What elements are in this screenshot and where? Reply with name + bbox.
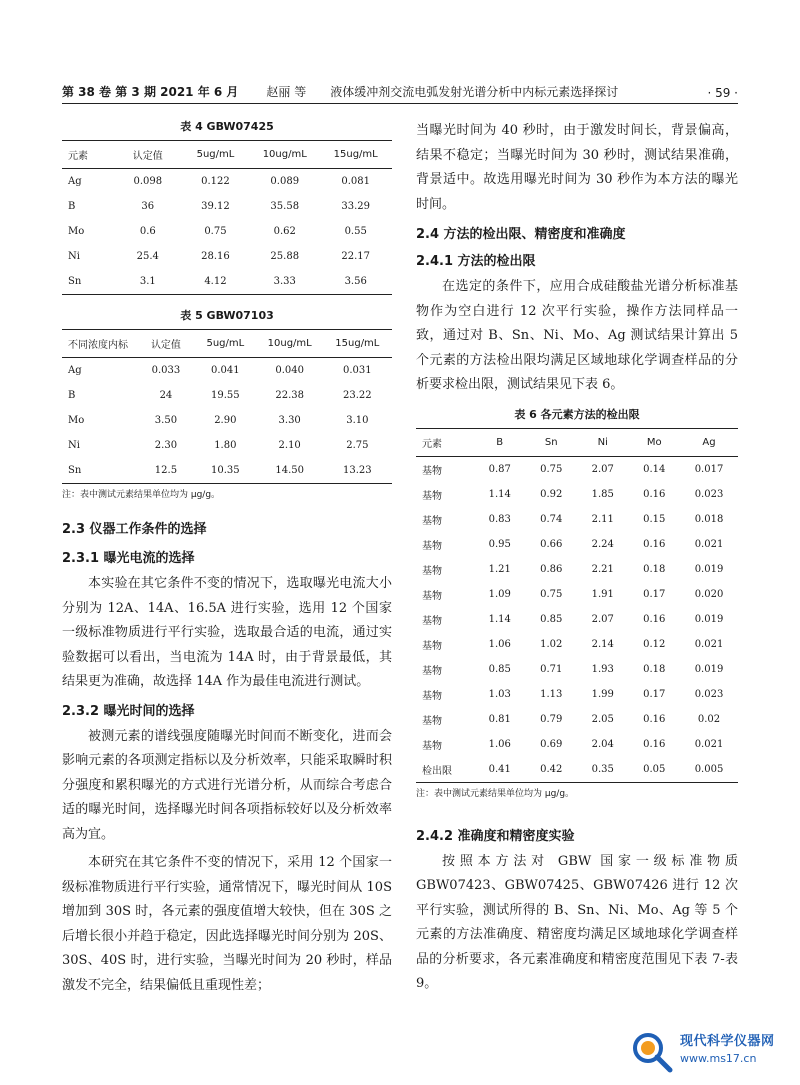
table4-header-cell: 元素 xyxy=(62,141,115,169)
table-cell: 基物 xyxy=(422,690,442,702)
table6-header-cell: Ag xyxy=(680,428,738,456)
running-header xyxy=(62,82,738,104)
table-cell: Ni xyxy=(68,251,80,262)
table-cell: 0.16 xyxy=(643,738,666,750)
table4-header-cell: 5ug/mL xyxy=(181,141,250,169)
table6-header-cell: Ni xyxy=(577,428,629,456)
watermark-logo xyxy=(628,1028,788,1076)
paragraph-exposure-time-2: 本研究在其它条件不变的情况下，采用 12 个国家一级标准物质进行平行实验，通常情况下，曝光时间从 10S 增加到 30S 时，各元素的强度值增大较快，但在 30S 之后增长很小并趋于稳定，因此选择曝光时间分别为 20S、30S、40S 时，进行实验，当曝光时间为 20 秒时，样品激发不完全，结果偏低且重现性差； xyxy=(62,855,392,993)
table-cell: 0.019 xyxy=(694,563,724,575)
section-2-3-1-heading: 2.3.1 曝光电流的选择 xyxy=(62,551,195,566)
table-cell: 0.14 xyxy=(643,463,666,475)
table-cell: 基物 xyxy=(422,515,442,527)
table-cell: 0.85 xyxy=(540,613,563,625)
table4-header-cell: 15ug/mL xyxy=(319,141,392,169)
table-row xyxy=(416,682,738,707)
table-cell: Ag xyxy=(68,176,82,187)
table-cell: 0.75 xyxy=(540,463,563,475)
table-cell: 0.17 xyxy=(643,688,666,700)
table-row xyxy=(62,433,392,458)
section-2-3-heading: 2.3 仪器工作条件的选择 xyxy=(62,522,207,537)
table-cell: 2.07 xyxy=(591,613,614,625)
paragraph-accuracy-precision: 按照本方法对 GBW 国家一级标准物质 GBW07423、GBW07425、GBW07426 进行 12 次平行实验，测试所得的 B、Sn、Ni、Mo、Ag 等 5 个元素的方法准确度、精密度均满足区域地球化学调查样品的分析要求，各元素准确度和精密度范围见下表 7-表 9。 xyxy=(416,853,738,991)
table-cell: 0.15 xyxy=(643,513,666,525)
table-cell: 0.6 xyxy=(139,226,156,237)
table-row xyxy=(62,169,392,195)
table-cell: 0.75 xyxy=(204,226,227,237)
table-cell: 1.02 xyxy=(540,638,563,650)
table5-header-cell: 10ug/mL xyxy=(257,330,323,358)
table-cell: 0.42 xyxy=(525,757,577,783)
table-cell: 0.81 xyxy=(488,713,511,725)
table-cell: 0.089 xyxy=(270,176,300,187)
table-cell: Mo xyxy=(68,226,85,237)
table-row xyxy=(62,408,392,433)
table-row xyxy=(62,358,392,384)
table-cell: 0.71 xyxy=(540,663,563,675)
table-cell: 基物 xyxy=(422,540,442,552)
section-2-4-2-heading: 2.4.2 准确度和精密度实验 xyxy=(416,828,575,844)
table-cell: 25.4 xyxy=(136,251,159,262)
table-cell: 0.019 xyxy=(694,663,724,675)
table-row xyxy=(416,507,738,532)
table-cell: 22.38 xyxy=(275,390,304,401)
table-cell: Mo xyxy=(68,415,85,426)
table-cell: 0.021 xyxy=(694,638,724,650)
table-cell: 13.23 xyxy=(323,458,392,484)
table-cell: 基物 xyxy=(422,665,442,677)
table-cell: 基物 xyxy=(422,715,442,727)
table-cell: 0.16 xyxy=(643,488,666,500)
table5-note: 注：表中测试元素结果单位均为 μg/g。 xyxy=(62,490,221,500)
table-cell: 0.023 xyxy=(694,488,724,500)
table-cell: 0.033 xyxy=(151,365,181,376)
table-cell: 2.10 xyxy=(278,440,301,451)
table-cell: 1.06 xyxy=(488,738,511,750)
table-row xyxy=(62,269,392,295)
table-cell: 0.41 xyxy=(474,757,526,783)
table-row xyxy=(416,607,738,632)
table-cell: B xyxy=(68,390,76,401)
table6-header-cell: Sn xyxy=(525,428,577,456)
table-cell: 39.12 xyxy=(201,201,230,212)
table-cell: 2.11 xyxy=(591,513,614,525)
table-cell: 24 xyxy=(159,390,173,401)
table-cell: 3.50 xyxy=(154,415,178,426)
table-row xyxy=(62,219,392,244)
table-cell: 0.16 xyxy=(643,538,666,550)
table-cell: 0.018 xyxy=(694,513,724,525)
table-cell: 0.92 xyxy=(540,488,563,500)
table4-header-cell: 认定值 xyxy=(115,141,181,169)
table-cell: 0.023 xyxy=(694,688,724,700)
table-cell: 0.55 xyxy=(344,226,367,237)
table-cell: 检出限 xyxy=(416,757,474,783)
table-cell: 3.1 xyxy=(115,269,181,295)
table-cell: 0.16 xyxy=(643,713,666,725)
table-cell: 0.75 xyxy=(540,588,563,600)
table4-header-row xyxy=(62,141,392,169)
table-row xyxy=(416,482,738,507)
table-cell: 0.86 xyxy=(540,563,563,575)
section-2-3-2-heading: 2.3.2 曝光时间的选择 xyxy=(62,703,195,719)
table-cell: 2.24 xyxy=(591,538,614,550)
journal-issue: 第 38 卷 第 3 期 2021 年 6 月 xyxy=(62,85,239,99)
paragraph-detection-limit: 在选定的条件下，应用合成硅酸盐光谱分析标准基物作为空白进行 12 次平行实验，操作方法同样品一致，通过对 B、Sn、Ni、Mo、Ag 测试结果计算出 5 个元素的方法检出限均满足区域地球化学调查样品的分析要求检出限，测试结果见下表 6。 xyxy=(416,279,738,392)
table-cell: 2.75 xyxy=(346,440,369,451)
table-cell: 22.17 xyxy=(341,251,371,262)
table6-note: 注：表中测试元素结果单位均为 μg/g。 xyxy=(416,788,575,799)
table-cell: 0.66 xyxy=(540,538,563,550)
table-row xyxy=(62,194,392,219)
table-cell: 1.13 xyxy=(540,688,563,700)
table-row xyxy=(416,707,738,732)
table-cell: 0.021 xyxy=(694,738,724,750)
table-cell: 2.30 xyxy=(154,440,178,451)
table-cell: 4.12 xyxy=(181,269,250,295)
table-row xyxy=(416,532,738,557)
table-cell: Sn xyxy=(62,458,138,484)
table-cell: 35.58 xyxy=(270,201,300,212)
table6-header-cell: B xyxy=(474,428,526,456)
table-cell: 2.05 xyxy=(591,713,614,725)
table-cell: B xyxy=(68,201,76,212)
table-row xyxy=(416,632,738,657)
table6-header-cell: 元素 xyxy=(416,428,474,456)
section-2-4-1-heading: 2.4.1 方法的检出限 xyxy=(416,254,536,269)
table-cell: 0.35 xyxy=(577,757,629,783)
table-cell: 0.098 xyxy=(133,176,163,187)
table-cell: 2.21 xyxy=(591,563,614,575)
table4-header-cell: 10ug/mL xyxy=(250,141,319,169)
section-2-4-heading: 2.4 方法的检出限、精密度和准确度 xyxy=(416,227,626,242)
watermark-url: www.ms17.cn xyxy=(680,1052,757,1065)
page-number: · 59 · xyxy=(707,86,738,100)
table-cell: 0.019 xyxy=(694,613,724,625)
table-cell: 19.55 xyxy=(211,390,240,401)
table-cell: 10.35 xyxy=(194,458,257,484)
table-cell: 基物 xyxy=(422,740,442,752)
table-cell: 1.09 xyxy=(488,588,511,600)
table-cell: Sn xyxy=(62,269,115,295)
table-cell: 0.017 xyxy=(694,463,724,475)
table-row xyxy=(416,657,738,682)
table-cell: 0.020 xyxy=(694,588,724,600)
table-cell: 基物 xyxy=(422,565,442,577)
paragraph-exposure-time-1: 被测元素的谱线强度随曝光时间而不断变化，进而会影响元素的各项测定指标以及分析效率，只能采取瞬时积分强度和累积曝光的方式进行光谱分析，从而综合考虑合适的曝光时间，选择曝光时间各项指标较好以及分析效率高为宜。 xyxy=(62,728,392,842)
table-cell: 0.031 xyxy=(343,365,372,376)
table5 xyxy=(62,329,392,484)
magnifier-icon xyxy=(628,1028,676,1076)
paragraph-exposure-current: 本实验在其它条件不变的情况下，选取曝光电流大小分别为 12A、14A、16.5A 进行实验，选用 12 个国家一级标准物质进行平行实验，选取最合适的电流，通过实验数据可以看出，当电流为 14A 时，由于背景最低，其结果更为准确，故选择 14A 作为最佳电流进行测试。 xyxy=(62,576,392,689)
table6-header-cell: Mo xyxy=(629,428,681,456)
right-column xyxy=(416,119,738,997)
table-row xyxy=(416,732,738,757)
table-cell: 基物 xyxy=(422,640,442,652)
table-cell: 25.88 xyxy=(270,251,300,262)
table-row xyxy=(62,458,392,484)
table-cell: 基物 xyxy=(422,590,442,602)
table-row xyxy=(416,456,738,482)
table-cell: 0.041 xyxy=(211,365,240,376)
table-cell: 0.040 xyxy=(275,365,304,376)
table-cell: 36 xyxy=(141,201,155,212)
table-cell: 0.02 xyxy=(697,713,721,725)
table4 xyxy=(62,140,392,295)
table-cell: 3.30 xyxy=(278,415,301,426)
table-cell: 1.21 xyxy=(488,563,511,575)
table-cell: 3.10 xyxy=(346,415,369,426)
left-column xyxy=(62,112,392,998)
table-cell: 基物 xyxy=(422,490,442,502)
table-cell: 23.22 xyxy=(343,390,372,401)
table-cell: 2.90 xyxy=(214,415,237,426)
table-cell: 1.06 xyxy=(488,638,511,650)
table-cell: 3.56 xyxy=(319,269,392,295)
table-cell: 0.95 xyxy=(488,538,511,550)
table-cell: 0.18 xyxy=(643,663,666,675)
table-cell: 基物 xyxy=(422,465,442,477)
table-cell: 0.69 xyxy=(540,738,563,750)
table-cell: 0.74 xyxy=(540,513,563,525)
table-cell: 0.005 xyxy=(680,757,738,783)
table-row xyxy=(416,582,738,607)
table-cell: 0.16 xyxy=(643,613,666,625)
table-row xyxy=(416,757,738,783)
table-cell: 0.83 xyxy=(488,513,511,525)
table4-caption: 表 4 GBW07425 xyxy=(180,120,274,133)
table-cell: Ni xyxy=(68,440,80,451)
article-authors: 赵丽 等 xyxy=(266,85,307,99)
table-cell: 3.33 xyxy=(250,269,319,295)
table5-header-cell: 15ug/mL xyxy=(323,330,392,358)
table-cell: 2.07 xyxy=(591,463,614,475)
table6 xyxy=(416,428,738,783)
table-cell: 1.91 xyxy=(591,588,614,600)
table-cell: 0.17 xyxy=(643,588,666,600)
table-row xyxy=(62,244,392,269)
article-title: 液体缓冲剂交流电弧发射光谱分析中内标元素选择探讨 xyxy=(330,85,619,99)
table-cell: 2.04 xyxy=(591,738,614,750)
table-cell: 0.18 xyxy=(643,563,666,575)
table-cell: 0.62 xyxy=(273,226,296,237)
table-cell: 1.03 xyxy=(488,688,511,700)
table-cell: 1.80 xyxy=(214,440,237,451)
table-cell: 0.79 xyxy=(540,713,563,725)
table-cell: 0.081 xyxy=(341,176,371,187)
table5-header-cell: 不同浓度内标 xyxy=(62,330,138,358)
table-cell: 0.05 xyxy=(629,757,681,783)
table-cell: Ag xyxy=(68,365,82,376)
table5-caption: 表 5 GBW07103 xyxy=(180,309,274,322)
table-cell: 14.50 xyxy=(257,458,323,484)
table5-header-cell: 5ug/mL xyxy=(194,330,257,358)
table-cell: 12.5 xyxy=(138,458,194,484)
table-cell: 基物 xyxy=(422,615,442,627)
table-cell: 1.99 xyxy=(591,688,614,700)
table6-caption: 表 6 各元素方法的检出限 xyxy=(514,407,640,421)
table-cell: 0.021 xyxy=(694,538,724,550)
table-row xyxy=(62,383,392,408)
table5-header-cell: 认定值 xyxy=(138,330,194,358)
paragraph-exposure-time-cont: 当曝光时间为 40 秒时，由于激发时间长，背景偏高，结果不稳定；当曝光时间为 30 秒时，测试结果准确，背景适中。故选用曝光时间为 30 秒作为本方法的曝光时间。 xyxy=(416,123,738,212)
table-cell: 1.93 xyxy=(591,663,614,675)
table-row xyxy=(416,557,738,582)
table-cell: 0.87 xyxy=(488,463,511,475)
table-cell: 1.14 xyxy=(488,613,511,625)
table-cell: 1.14 xyxy=(488,488,511,500)
table-cell: 0.122 xyxy=(201,176,230,187)
table-cell: 28.16 xyxy=(201,251,230,262)
table6-header-row xyxy=(416,428,738,456)
watermark-name: 现代科学仪器网 xyxy=(680,1034,775,1049)
table5-header-row xyxy=(62,330,392,358)
table-cell: 0.85 xyxy=(488,663,511,675)
table-cell: 0.12 xyxy=(643,638,666,650)
table-cell: 1.85 xyxy=(591,488,614,500)
table-cell: 33.29 xyxy=(341,201,371,212)
table-cell: 2.14 xyxy=(591,638,614,650)
